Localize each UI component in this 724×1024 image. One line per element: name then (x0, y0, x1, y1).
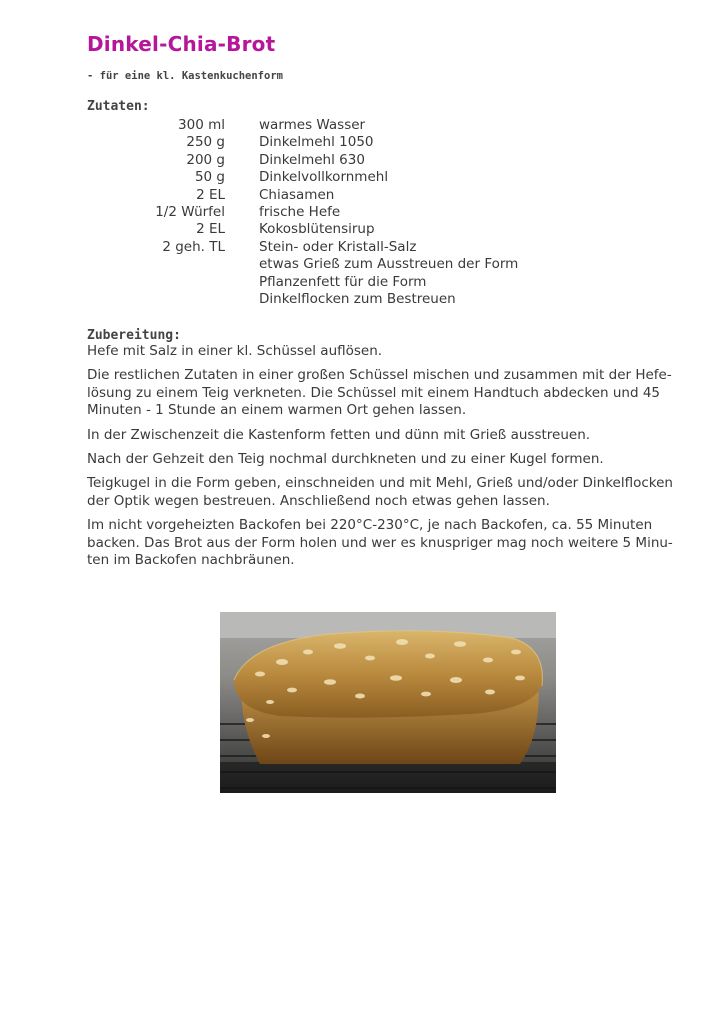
preparation-heading: Zubereitung: (87, 328, 181, 343)
ingredient-row (87, 204, 647, 221)
ingredient-quantity: 250 g (186, 134, 225, 151)
ingredient-row (87, 274, 647, 291)
ingredient-name: frische Hefe (259, 203, 341, 220)
bread-photo-image (220, 612, 556, 793)
ingredient-quantity: 300 ml (178, 117, 225, 133)
ingredient-name: Kokosblütensirup (259, 221, 375, 238)
bread-photo (220, 612, 556, 793)
ingredients-list (87, 117, 647, 308)
ingredient-row (87, 291, 647, 308)
preparation-step: Im nicht vorgeheizten Backofen bei 220°C-230°C, je nach Backofen, ca. 55 Minuten backen. Das Brot aus der Form holen und wer es knuspriger mag noch weitere 5 Minu-ten im Backofen nachbräunen. (87, 517, 673, 569)
ingredient-name: Dinkelmehl 630 (259, 151, 365, 168)
ingredient-quantity: 1/2 Würfel (155, 203, 225, 220)
ingredient-quantity: 200 g (186, 151, 225, 168)
preparation-steps (87, 343, 675, 576)
ingredient-name: Dinkelvollkornmehl (259, 169, 389, 186)
ingredient-quantity: 2 geh. TL (162, 238, 225, 255)
ingredients-heading: Zutaten: (87, 99, 150, 114)
ingredient-name: warmes Wasser (259, 117, 366, 133)
preparation-step: In der Zwischenzeit die Kastenform fetten und dünn mit Grieß ausstreuen. (87, 426, 591, 443)
ingredient-name: Pflanzenfett für die Form (259, 273, 427, 290)
ingredient-row (87, 134, 647, 151)
ingredient-row (87, 169, 647, 186)
ingredient-quantity (87, 274, 225, 291)
ingredient-row (87, 221, 647, 238)
ingredient-row (87, 256, 647, 273)
ingredient-row (87, 152, 647, 169)
ingredient-name: Dinkelflocken zum Bestreuen (259, 290, 456, 307)
ingredient-name: Dinkelmehl 1050 (259, 134, 374, 151)
recipe-title: Dinkel-Chia-Brot (87, 32, 276, 56)
preparation-step: Teigkugel in die Form geben, einschneiden und mit Mehl, Grieß und/oder Dinkelflocken der Optik wegen bestreuen. Anschließend noch etwas gehen lassen. (87, 475, 673, 509)
preparation-step: Nach der Gehzeit den Teig nochmal durchkneten und zu einer Kugel formen. (87, 451, 604, 468)
ingredient-quantity: 50 g (194, 169, 225, 186)
ingredient-name: etwas Grieß zum Ausstreuen der Form (259, 256, 519, 273)
ingredient-row (87, 187, 647, 204)
ingredient-row (87, 239, 647, 256)
ingredient-name: Chiasamen (259, 186, 335, 203)
ingredient-row (87, 117, 647, 134)
ingredient-quantity (87, 256, 225, 273)
preparation-step: Hefe mit Salz in einer kl. Schüssel auflösen. (87, 343, 383, 359)
recipe-subtitle: - für eine kl. Kastenkuchenform (87, 70, 283, 82)
ingredient-quantity: 2 EL (196, 221, 225, 238)
preparation-step: Die restlichen Zutaten in einer großen Schüssel mischen und zusammen mit der Hefe-lösung zu einem Teig verkneten. Die Schüssel mit einem Handtuch abdecken und 45 Minuten - 1 Stunde an einem warmen Ort gehen lassen. (87, 367, 672, 419)
ingredient-name: Stein- oder Kristall-Salz (259, 238, 417, 255)
ingredient-quantity: 2 EL (196, 186, 225, 203)
ingredient-quantity (87, 291, 225, 308)
